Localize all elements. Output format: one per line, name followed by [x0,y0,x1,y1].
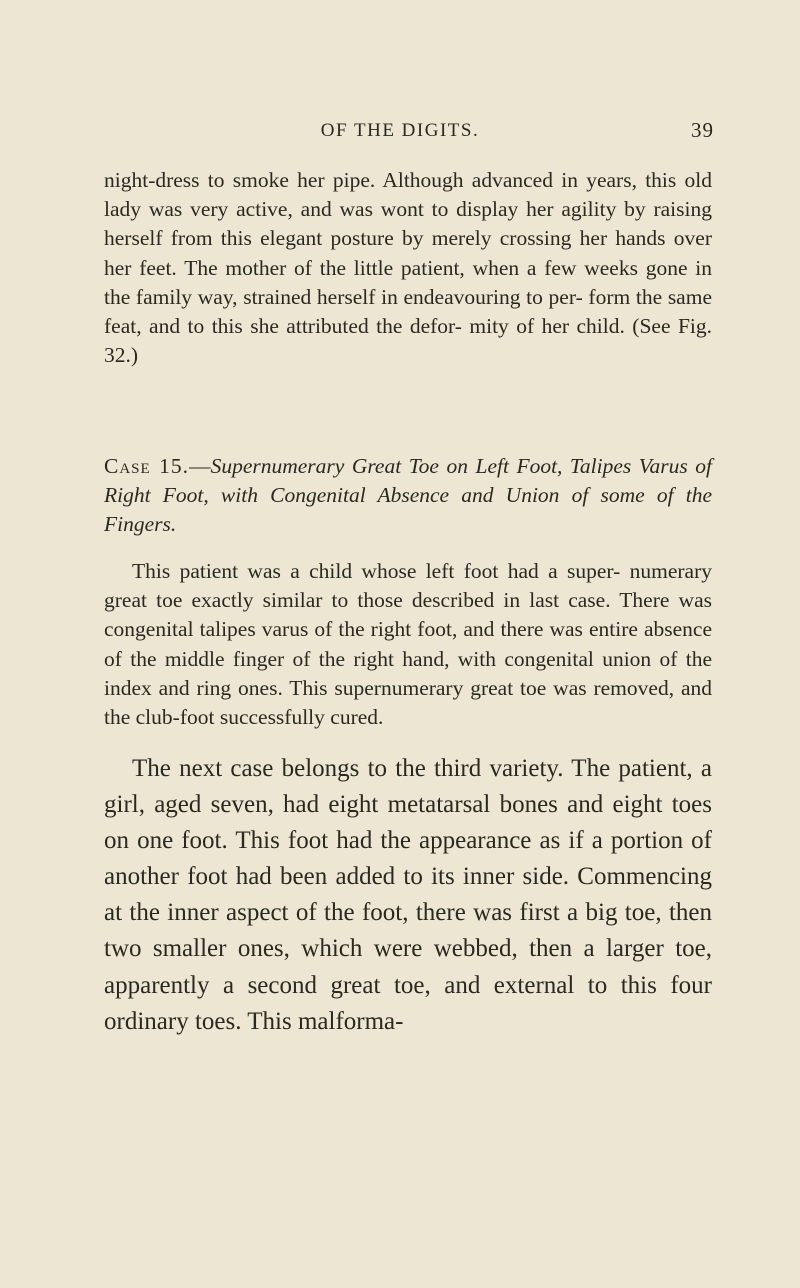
running-head [0,114,800,144]
paragraph-third-variety: The next case belongs to the third variety. The patient, a girl, aged seven, had eight metatarsal bones and eight toes on one foot. This foot had the appearance as if a portion of another foot had been added to its inner side. Commencing at the inner aspect of the foot, there was first a big toe, then two smaller ones, which were webbed, then a larger toe, apparently a second great toe, and external to this four ordinary toes. This malforma- [104,755,712,1035]
paragraph-continuation: night-dress to smoke her pipe. Although advanced in years, this old lady was very active, and was wont to display her agility by raising herself from this elegant posture by merely crossing her hands over her feet. The mother of the little patient, when a few weeks gone in the family way, strained herself in endeavouring to per- form the same feat, and to this she attributed the defor- mity of her child. (See Fig. 32.) [104,168,712,368]
running-head-title: OF THE DIGITS. [320,120,480,141]
case-label: Case 15. [104,454,190,478]
paragraph-case-15: This patient was a child whose left foot had a super- numerary great toe exactly similar to those described in last case. There was congenital talipes varus of the right foot, and there was entire absence of the middle finger of the right hand, with congenital union of the index and ring ones. This supernumerary great toe was removed, and the club-foot successfully cured. [104,559,712,730]
page-number: 39 [691,118,714,142]
case-dash: — [189,454,211,478]
case-heading [104,452,712,540]
case-title: Supernumerary Great Toe on Left Foot, Talipes Varus of Right Foot, with Congenital Absence and Union of some of the Fingers. [104,454,712,537]
